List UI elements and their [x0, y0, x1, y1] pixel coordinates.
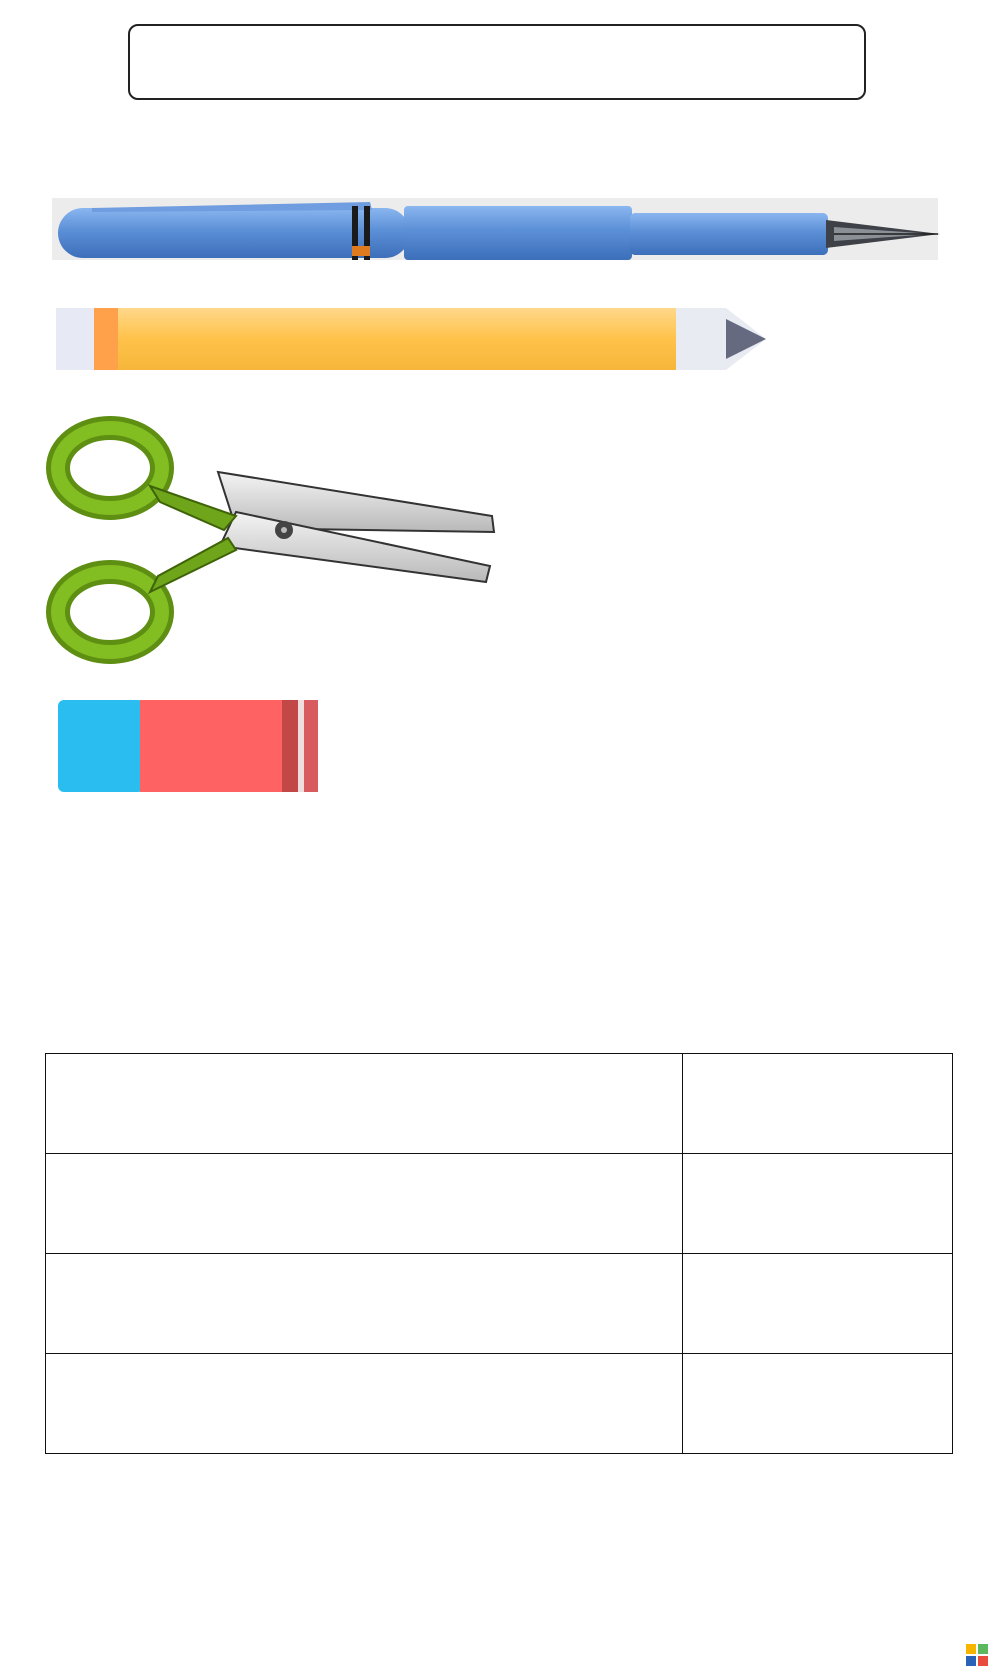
scissors-image: [58, 428, 494, 652]
pen-image: [52, 198, 940, 260]
table-row: [46, 1254, 953, 1354]
answer-cell[interactable]: [683, 1354, 953, 1454]
answer-cell[interactable]: [683, 1254, 953, 1354]
bullet-icon: [66, 1199, 75, 1208]
title-box: [128, 24, 866, 100]
answer-cell[interactable]: [683, 1054, 953, 1154]
answer-pencil-input[interactable]: [683, 1255, 952, 1352]
liveworksheets-logo[interactable]: [966, 1644, 992, 1666]
measurement-figure: [0, 130, 1000, 950]
table-row: [46, 1054, 953, 1154]
pencil-image: [56, 308, 766, 370]
table-row: [46, 1154, 953, 1254]
answer-eraser-input[interactable]: [683, 1055, 952, 1152]
bullet-icon: [66, 1299, 75, 1308]
answer-scissors-input[interactable]: [683, 1155, 952, 1252]
answer-pen-input[interactable]: [683, 1355, 952, 1452]
answer-cell[interactable]: [683, 1154, 953, 1254]
eraser-image: [58, 700, 318, 792]
logo-grid-icon: [966, 1644, 988, 1666]
question-cell: [46, 1054, 683, 1154]
answer-table: [45, 1053, 953, 1454]
bullet-icon: [66, 1099, 75, 1108]
table-row: [46, 1354, 953, 1454]
question-cell: [46, 1154, 683, 1254]
bullet-icon: [66, 1399, 75, 1408]
question-cell: [46, 1254, 683, 1354]
question-cell: [46, 1354, 683, 1454]
